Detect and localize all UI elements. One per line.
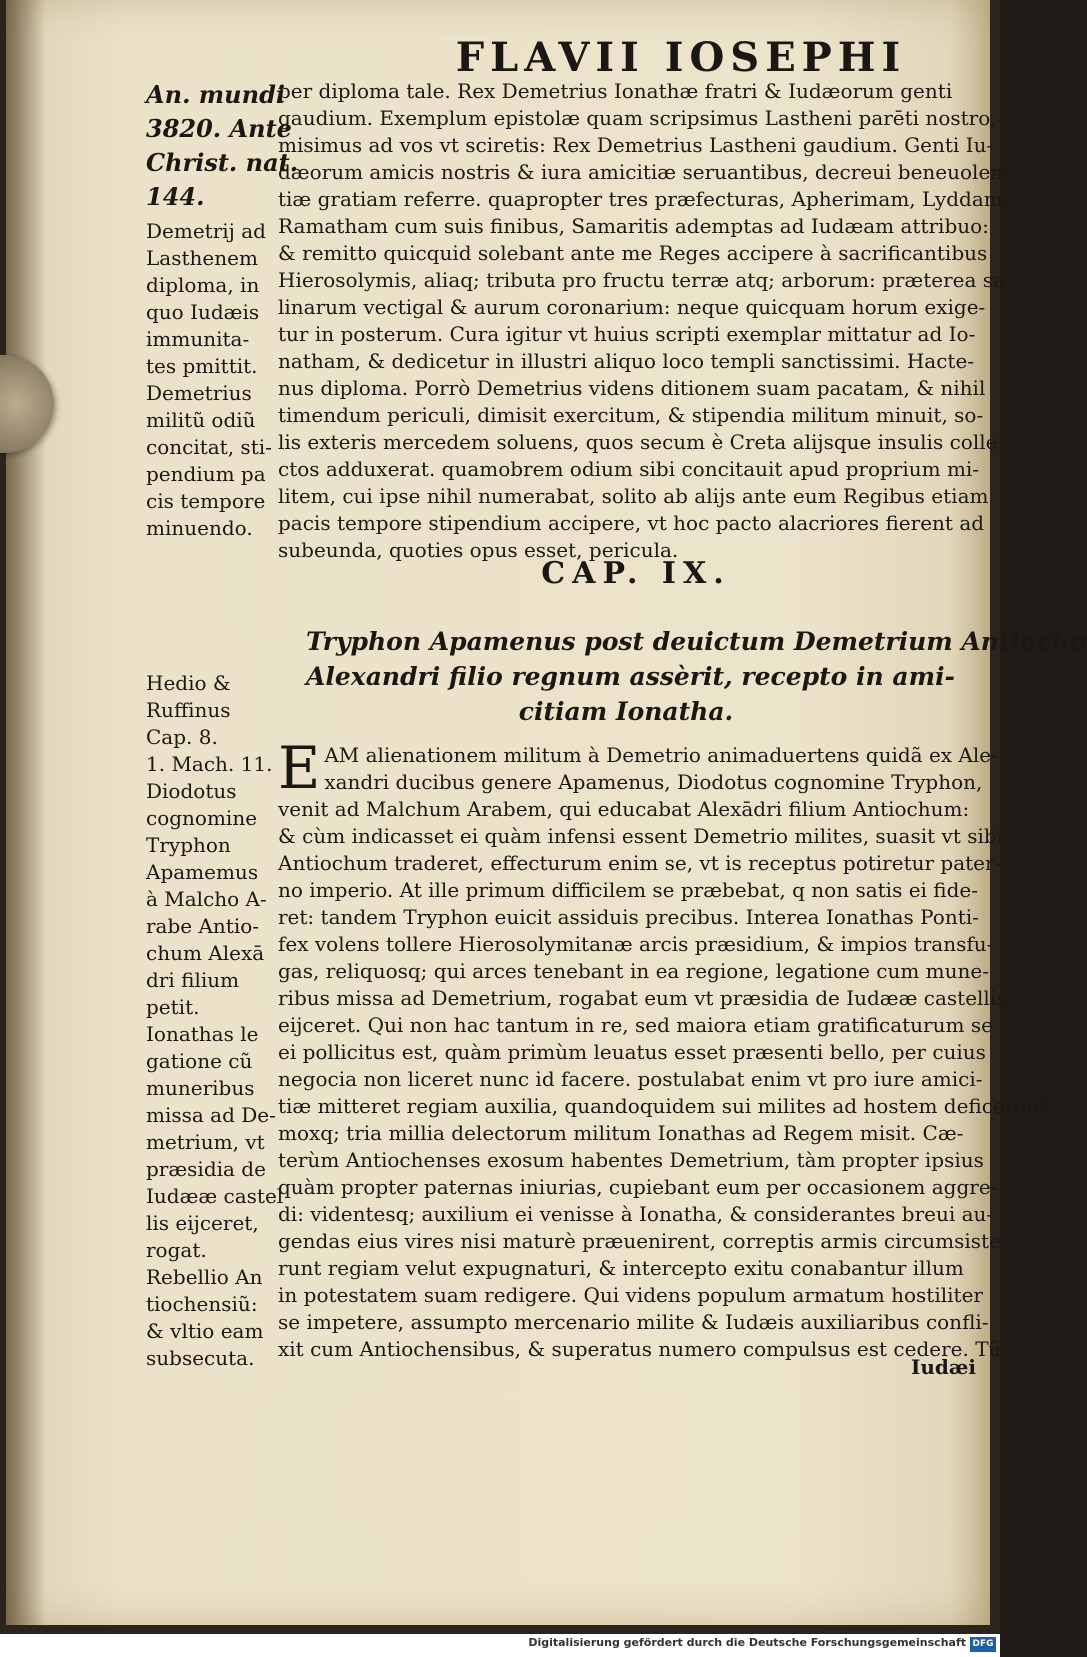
digitization-footer [0,1634,1000,1657]
body-line: pacis tempore stipendium accipere, vt hoc pacto alacriores fierent ad [278,511,985,535]
margin-note-tryphon [146,670,284,1372]
body-line: subeunda, quoties opus esset, pericula. [278,538,679,562]
margin-note-line: Tryphon [146,833,231,857]
body-line: linarum vectigal & aurum coronarium: neque quicquam horum exige- [278,295,986,319]
body-line: eijceret. Qui non hac tantum in re, sed maiora etiam gratificaturum se [278,1013,993,1037]
body-line: moxq; tria millia delectorum militum Ionathas ad Regem misit. Cæ- [278,1121,964,1145]
margin-note-line: Ionathas le [146,1022,259,1046]
body-line: gaudium. Exemplum epistolæ quam scripsimus Lastheni parēti nostro, [278,106,997,130]
margin-note-line: muneribus [146,1076,255,1100]
body-line: nus diploma. Porrò Demetrius videns ditionem suam pacatam, & nihil [278,376,986,400]
margin-note-line: Demetrij ad [146,219,266,243]
margin-note-line: 1. Mach. 11. [146,752,273,776]
body-line: ei pollicitus est, quàm primùm leuatus esset præsenti bello, per cuius [278,1040,986,1064]
margin-note-line: subsecuta. [146,1346,255,1370]
body-line: xandri ducibus genere Apamenus, Diodotus cognomine Tryphon, [324,770,983,794]
body-line: misimus ad vos vt sciretis: Rex Demetrius Lastheni gaudium. Genti Iu- [278,133,994,157]
body-text-top [278,78,1012,564]
margin-note-line: cognomine [146,806,258,830]
body-line: & cùm indicasset ei quàm infensi essent Demetrio milites, suasit vt sibi [278,824,1004,848]
body-line: runt regiam velut expugnaturi, & intercepto exitu conabantur illum [278,1256,964,1280]
margin-note-line: immunita- [146,327,250,351]
margin-note-line: rabe Antio- [146,914,260,938]
body-line: & remitto quicquid solebant ante me Reges accipere à sacrificantibus [278,241,988,265]
margin-note-line: præsidia de [146,1157,266,1181]
margin-note-line: missa ad De- [146,1103,276,1127]
body-line: se impetere, assumpto mercenario milite & Iudæis auxiliaribus confli- [278,1310,989,1334]
summary-line: Tryphon Apamenus post deuictum Demetrium Antiocho [306,627,1087,656]
body-line: di: videntesq; auxilium ei venisse à Ionatha, & considerantes breui au- [278,1202,994,1226]
margin-note-line: & vltio eam [146,1319,264,1343]
book-page [6,0,1087,1625]
body-line: negocia non liceret nunc id facere. postulabat enim vt pro iure amici- [278,1067,983,1091]
margin-note-line: Hedio & [146,671,231,695]
margin-year-line: An. mundi [146,80,285,109]
chapter-summary [306,624,1087,729]
body-line: Hierosolymis, aliaq; tributa pro fructu terræ atq; arborum: præterea sa- [278,268,1012,292]
margin-note-line: pendium pa [146,462,266,486]
body-line: gas, reliquosq; qui arces tenebant in ea regione, legatione cum mune- [278,959,990,983]
summary-line: citiam Ionatha. [518,697,734,726]
body-line: fex volens tollere Hierosolymitanæ arcis præsidium, & impios transfu- [278,932,994,956]
margin-note-line: dri filium [146,968,240,992]
margin-note-line: Rebellio An [146,1265,263,1289]
body-line: Ramatham cum suis finibus, Samaritis ademptas ad Iudæam attribuo: [278,214,989,238]
margin-year-line: Christ. nat. [146,148,299,177]
body-line: terùm Antiochenses exosum habentes Demetrium, tàm propter ipsius [278,1148,984,1172]
body-line: tiæ mitteret regiam auxilia, quandoquidem sui milites ad hostem deficerent: [278,1094,1054,1118]
body-line: venit ad Malchum Arabem, qui educabat Alexādri filium Antiochum: [278,797,970,821]
margin-year-line: 3820. Ante [146,114,292,143]
body-line: quàm propter paternas iniurias, cupiebant eum per occasionem aggre- [278,1175,998,1199]
body-line: timendum periculi, dimisit exercitum, & stipendia militum minuit, so- [278,403,984,427]
margin-note-line: concitat, sti- [146,435,272,459]
margin-note-line: Demetrius [146,381,252,405]
body-line: litem, cui ipse nihil numerabat, solito ab alijs ante eum Regibus etiam [278,484,989,508]
catchword: Iudæi [911,1355,976,1379]
body-line: dæorum amicis nostris & iura amicitiæ seruantibus, decreui beneuolen- [278,160,1010,184]
margin-note-line: Iudææ castel [146,1184,284,1208]
body-line: AM alienationem militum à Demetrio animaduertens quidã ex Ale- [324,743,998,767]
margin-note-line: tiochensiũ: [146,1292,258,1316]
body-line: per diploma tale. Rex Demetrius Ionathæ fratri & Iudæorum genti [278,79,953,103]
body-line: tur in posterum. Cura igitur vt huius scripti exemplar mittatur ad Io- [278,322,976,346]
margin-year-line: 144. [146,182,205,211]
margin-note-line: Lasthenem [146,246,258,270]
body-line: xit cum Antiochensibus, & superatus numero compulsus est cedere. Tũ [278,1337,1002,1361]
margin-note-line: rogat. [146,1238,207,1262]
body-line: gendas eius vires nisi maturè præuenirent, correptis armis circumsiste- [278,1229,1008,1253]
body-line: lis exteris mercedem soluens, quos secum è Creta alijsque insulis colle- [278,430,1005,454]
margin-note-line: Diodotus [146,779,237,803]
margin-note-line: Apamemus [146,860,259,884]
margin-note-diploma [146,218,271,542]
drop-cap: E [278,734,321,802]
body-line: no imperio. At ille primum difficilem se præbebat, q non satis ei fide- [278,878,979,902]
body-line: ret: tandem Tryphon euicit assiduis precibus. Interea Ionathas Ponti- [278,905,979,929]
body-line: ctos adduxerat. quamobrem odium sibi concitauit apud proprium mi- [278,457,980,481]
margin-note-line: chum Alexā [146,941,265,965]
margin-note-line: quo Iudæis [146,300,260,324]
body-line: tiæ gratiam referre. quapropter tres præfecturas, Apherimam, Lyddam, [278,187,1010,211]
body-line: in potestatem suam redigere. Qui videns populum armatum hostiliter [278,1283,983,1307]
body-text-chapter [278,734,1054,1363]
margin-note-line: lis eijceret, [146,1211,259,1235]
margin-note-line: metrium, vt [146,1130,265,1154]
funding-credit: Digitalisierung gefördert durch die Deutsche Forschungsgemeinschaft [528,1636,966,1649]
dfg-logo-icon: DFG [970,1637,996,1652]
margin-note-line: tes pmittit. [146,354,258,378]
margin-note-line: diploma, in [146,273,260,297]
margin-note-line: gatione cũ [146,1049,253,1073]
gutter-shadow [6,0,46,1625]
chapter-heading: CAP. IX. [541,556,731,591]
running-head: FLAVII IOSEPHI [455,34,907,81]
body-line: ribus missa ad Demetrium, rogabat eum vt præsidia de Iudææ castellis [278,986,1007,1010]
margin-note-line: cis tempore [146,489,266,513]
margin-note-line: Cap. 8. [146,725,218,749]
margin-note-line: Ruffinus [146,698,231,722]
margin-year-note [146,78,299,214]
body-line: natham, & dedicetur in illustri aliquo loco templi sanctissimi. Hacte- [278,349,975,373]
summary-line: Alexandri filio regnum assèrit, recepto in ami- [306,662,955,691]
margin-note-line: petit. [146,995,200,1019]
body-line: Antiochum traderet, effecturum enim se, vt is receptus potiretur pater- [278,851,1002,875]
margin-note-line: militũ odiũ [146,408,256,432]
margin-note-line: à Malcho A- [146,887,267,911]
margin-note-line: minuendo. [146,516,253,540]
